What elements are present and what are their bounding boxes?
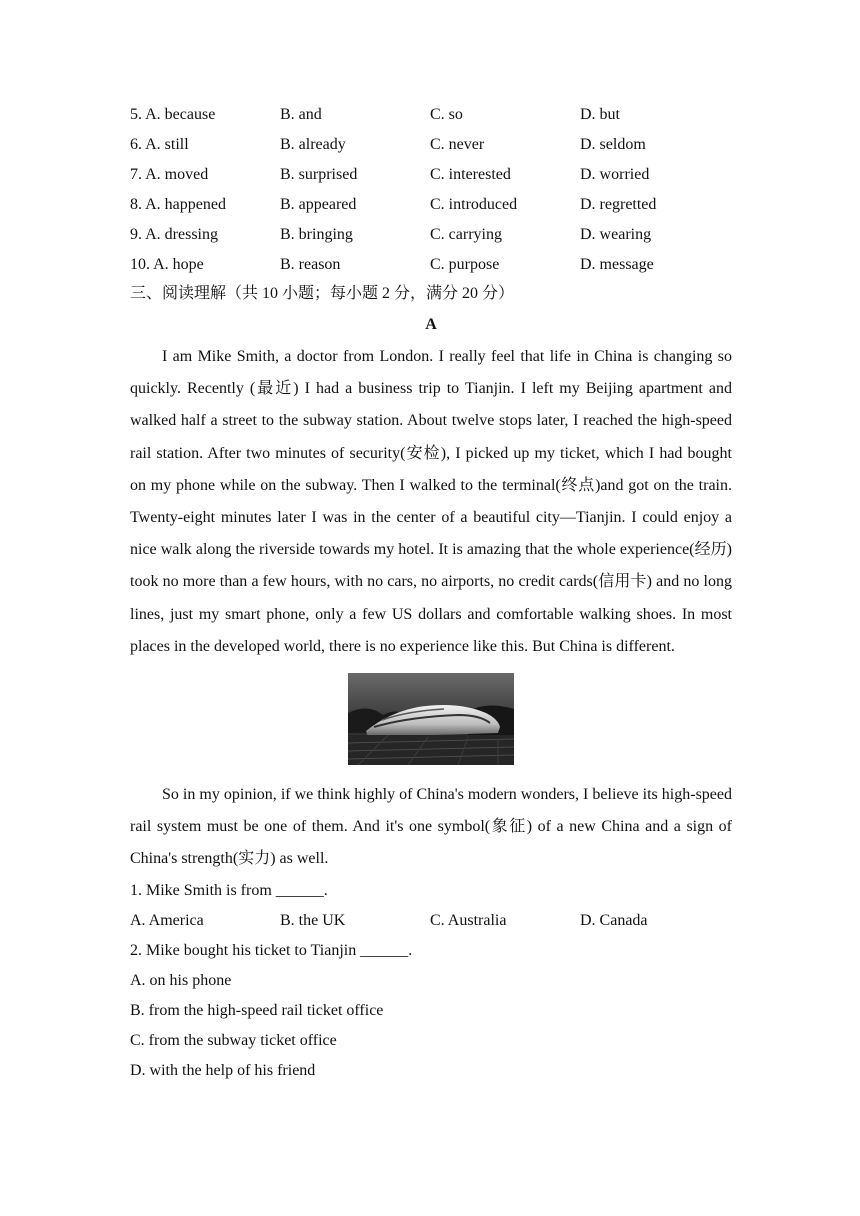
cloze-row-8 xyxy=(130,190,732,220)
answer-option-d[interactable]: D. Canada xyxy=(580,911,648,929)
cloze-row-5 xyxy=(130,100,732,130)
answer-option-d[interactable]: D. with the help of his friend xyxy=(130,1061,316,1079)
high-speed-train-photo xyxy=(348,673,514,765)
option-a: 9. A. dressing xyxy=(130,226,218,243)
option-d: D. worried xyxy=(580,166,650,183)
option-c: C. interested xyxy=(430,166,511,183)
cloze-row-7 xyxy=(130,160,732,190)
cloze-row-9 xyxy=(130,220,732,250)
passage-paragraph-1: I am Mike Smith, a doctor from London. I really feel that life in China is changing so quickly. Recently (最近) I had a business trip to Tianjin. I left my Beijing apartment and walked half a street to the subway station. About twelve stops later, I reached the high-speed rail station. After two minutes of security(安检), I picked up my ticket, which I had bought on my phone while on the subway. Then I walked to the terminal(终点)and got on the train. Twenty-eight minutes later I was in the center of a beautiful city—Tianjin. I could enjoy a nice walk along the riverside towards my hotel. It is amazing that the whole experience(经历) took no more than a few hours, with no cars, no airports, no credit cards(信用卡) and no long lines, just my smart phone, only a few US dollars and comfortable walking shoes. In most places in the developed world, there is no experience like this. But China is different. xyxy=(130,348,732,655)
passage-letter: A xyxy=(425,316,437,333)
option-d: D. seldom xyxy=(580,136,646,153)
option-b: B. appeared xyxy=(280,196,357,213)
option-c: C. so xyxy=(430,106,463,123)
option-b: B. surprised xyxy=(280,166,358,183)
option-a: 10. A. hope xyxy=(130,256,204,273)
option-b: B. bringing xyxy=(280,226,353,243)
passage-paragraph-2: So in my opinion, if we think highly of China's modern wonders, I believe its high-speed rail system must be one of them. And it's one symbol(象征) of a new China and a sign of China's strength(实力) as well. xyxy=(130,786,732,868)
answer-option-a[interactable]: A. on his phone xyxy=(130,971,232,989)
option-c: C. never xyxy=(430,136,485,153)
option-a: 7. A. moved xyxy=(130,166,209,183)
option-d: D. message xyxy=(580,256,654,273)
option-b: B. and xyxy=(280,106,322,123)
option-b: B. reason xyxy=(280,256,341,273)
photo-container xyxy=(130,673,732,765)
option-a: 8. A. happened xyxy=(130,196,226,213)
option-b: B. already xyxy=(280,136,346,153)
section-title: 三、阅读理解（共 10 小题；每小题 2 分，满分 20 分） xyxy=(130,285,515,302)
option-a: 6. A. still xyxy=(130,136,189,153)
cloze-options xyxy=(130,100,732,280)
answer-option-b[interactable]: B. the UK xyxy=(280,911,346,929)
answer-option-c[interactable]: C. Australia xyxy=(430,911,507,929)
option-d: D. regretted xyxy=(580,196,657,213)
option-d: D. wearing xyxy=(580,226,652,243)
cloze-row-10 xyxy=(130,250,732,280)
exam-page xyxy=(130,100,732,1086)
question-stem: 1. Mike Smith is from ______. xyxy=(130,881,328,899)
answer-option-c[interactable]: C. from the subway ticket office xyxy=(130,1031,337,1049)
option-c: C. carrying xyxy=(430,226,502,243)
answer-option-a[interactable]: A. America xyxy=(130,911,204,929)
question-2 xyxy=(130,936,732,1086)
question-stem: 2. Mike bought his ticket to Tianjin ______. xyxy=(130,941,413,959)
option-c: C. purpose xyxy=(430,256,500,273)
answer-option-b[interactable]: B. from the high-speed rail ticket office xyxy=(130,1001,384,1019)
option-c: C. introduced xyxy=(430,196,518,213)
option-d: D. but xyxy=(580,106,620,123)
question-options xyxy=(130,906,732,936)
cloze-row-6 xyxy=(130,130,732,160)
option-a: 5. A. because xyxy=(130,106,216,123)
question-1 xyxy=(130,876,732,936)
